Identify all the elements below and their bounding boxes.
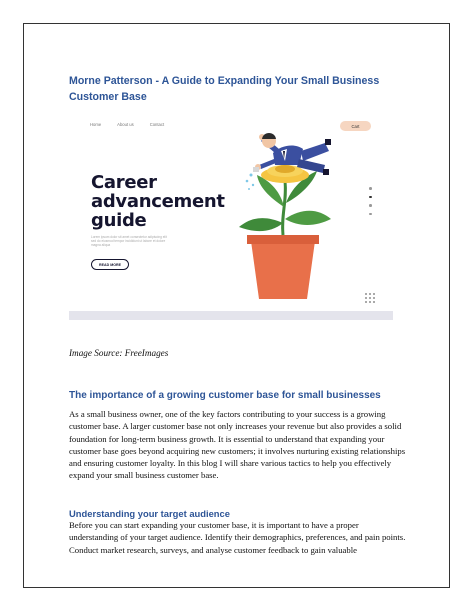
section-heading: Understanding your target audience: [69, 508, 230, 519]
grid-icon: [365, 293, 375, 303]
image-caption: Image Source: FreeImages: [69, 348, 169, 358]
hero-nav-item: Contact: [149, 122, 165, 127]
carousel-dot: [369, 187, 372, 190]
hero-cart-pill: Cart: [340, 121, 371, 131]
hero-headline-line: guide: [91, 210, 147, 231]
section-heading: The importance of a growing customer base for small businesses: [69, 390, 381, 401]
hero-headline: [91, 173, 225, 230]
hero-nav-item: About us: [117, 122, 134, 127]
hero-headline-line: advancement: [91, 191, 225, 212]
carousel-dot: [369, 196, 372, 199]
hero-subtext: Lorem ipsum dolor sit amet consectetur adipiscing elit sed do eiusmod tempor incididunt ut labore et dolore magna aliqua: [91, 235, 167, 247]
hero-nav-item: Home: [90, 122, 102, 127]
carousel-dot: [369, 213, 372, 216]
businessman-flower-pot-illustration: [229, 123, 359, 303]
hero-image: [69, 115, 393, 320]
hero-headline-line: Career: [91, 172, 157, 193]
section-paragraph: Before you can start expanding your customer base, it is important to have a proper understanding of your target audience. Identify their demographics, preferences, and pain points. Conduct market research, surveys, and analyse customer feedback to gain valuable: [69, 520, 406, 555]
hero-nav: [90, 122, 164, 127]
carousel-dot: [369, 204, 372, 207]
hero-bottom-bar: [69, 311, 393, 320]
section-paragraph: As a small business owner, one of the key factors contributing to your success is a growing customer base. A larger customer base not only increases your revenue but also provides a solid foundation for long-term business growth. It is essential to understand that expanding your customer base goes beyond acquiring new customers; it involves nurturing existing relationships and ensuring customer loyalty. In this blog I will share various tactics to help you effectively expand your small business customer base.: [69, 409, 406, 481]
hero-read-more-button: READ MORE: [91, 259, 129, 270]
carousel-dots: [369, 187, 372, 215]
document-title: Morne Patterson - A Guide to Expanding Your Small Business Customer Base: [69, 75, 380, 103]
